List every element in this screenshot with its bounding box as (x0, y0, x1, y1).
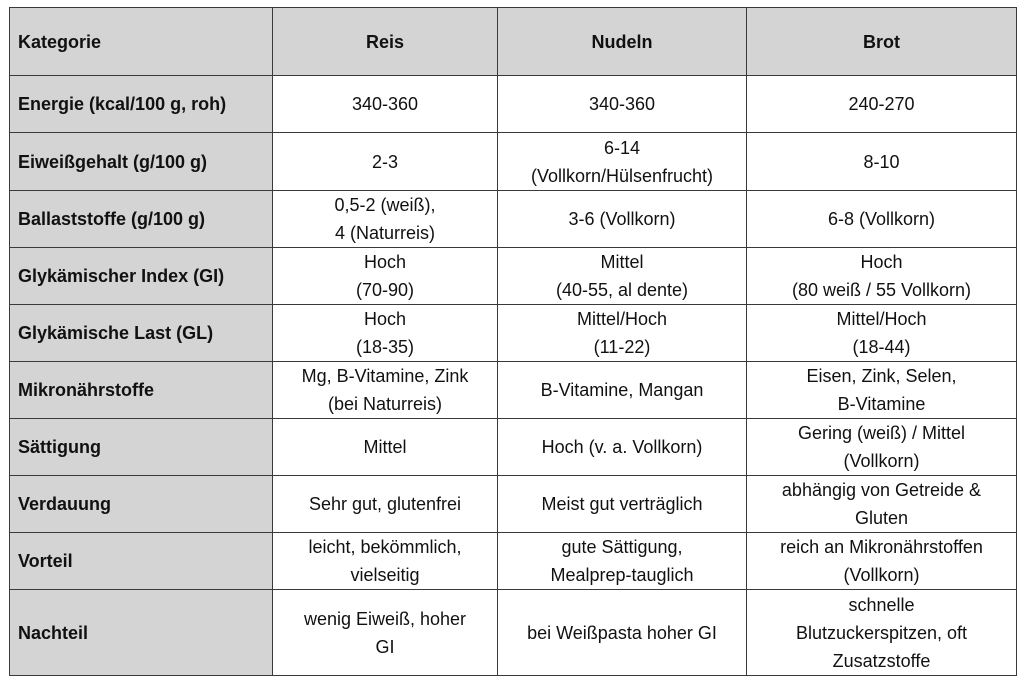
row-label: Verdauung (10, 476, 273, 533)
cell-brot: 240-270 (747, 76, 1017, 133)
cell-reis: Mittel (273, 419, 498, 476)
cell-reis: 2-3 (273, 133, 498, 191)
table-row-gi (10, 248, 1017, 305)
cell-brot: Mittel/Hoch (18-44) (747, 305, 1017, 362)
cell-nudeln: gute Sättigung, Mealprep-tauglich (498, 533, 747, 590)
table-row-saettigung (10, 419, 1017, 476)
row-label: Sättigung (10, 419, 273, 476)
cell-brot: schnelle Blutzuckerspitzen, oft Zusatzstoffe (747, 590, 1017, 676)
cell-nudeln: Meist gut verträglich (498, 476, 747, 533)
cell-reis: wenig Eiweiß, hoher GI (273, 590, 498, 676)
comparison-table (9, 7, 1017, 676)
row-label: Nachteil (10, 590, 273, 676)
cell-brot: Gering (weiß) / Mittel (Vollkorn) (747, 419, 1017, 476)
cell-brot: 6-8 (Vollkorn) (747, 191, 1017, 248)
table-row-nachteil (10, 590, 1017, 676)
cell-reis: Hoch (18-35) (273, 305, 498, 362)
header-brot: Brot (747, 8, 1017, 76)
cell-nudeln: Mittel (40-55, al dente) (498, 248, 747, 305)
table-row-ballaststoffe (10, 191, 1017, 248)
header-kategorie: Kategorie (10, 8, 273, 76)
row-label: Eiweißgehalt (g/100 g) (10, 133, 273, 191)
row-label: Energie (kcal/100 g, roh) (10, 76, 273, 133)
table-row-vorteil (10, 533, 1017, 590)
cell-brot: 8-10 (747, 133, 1017, 191)
cell-reis: 0,5-2 (weiß), 4 (Naturreis) (273, 191, 498, 248)
row-label: Mikronährstoffe (10, 362, 273, 419)
header-reis: Reis (273, 8, 498, 76)
cell-nudeln: Hoch (v. a. Vollkorn) (498, 419, 747, 476)
cell-nudeln: Mittel/Hoch (11-22) (498, 305, 747, 362)
cell-reis: leicht, bekömmlich, vielseitig (273, 533, 498, 590)
cell-reis: Mg, B-Vitamine, Zink (bei Naturreis) (273, 362, 498, 419)
table-row-verdauung (10, 476, 1017, 533)
table-row-gl (10, 305, 1017, 362)
cell-brot: reich an Mikronährstoffen (Vollkorn) (747, 533, 1017, 590)
cell-brot: Hoch (80 weiß / 55 Vollkorn) (747, 248, 1017, 305)
table-row-eiweiss (10, 133, 1017, 191)
cell-nudeln: bei Weißpasta hoher GI (498, 590, 747, 676)
cell-brot: Eisen, Zink, Selen, B-Vitamine (747, 362, 1017, 419)
table-header-row (10, 8, 1017, 76)
cell-brot: abhängig von Getreide & Gluten (747, 476, 1017, 533)
cell-nudeln: B-Vitamine, Mangan (498, 362, 747, 419)
cell-nudeln: 6-14 (Vollkorn/Hülsenfrucht) (498, 133, 747, 191)
cell-reis: Sehr gut, glutenfrei (273, 476, 498, 533)
row-label: Glykämischer Index (GI) (10, 248, 273, 305)
row-label: Ballaststoffe (g/100 g) (10, 191, 273, 248)
row-label: Glykämische Last (GL) (10, 305, 273, 362)
header-nudeln: Nudeln (498, 8, 747, 76)
table-row-energie (10, 76, 1017, 133)
cell-reis: 340-360 (273, 76, 498, 133)
cell-reis: Hoch (70-90) (273, 248, 498, 305)
table-row-mikronaehrstoffe (10, 362, 1017, 419)
cell-nudeln: 3-6 (Vollkorn) (498, 191, 747, 248)
row-label: Vorteil (10, 533, 273, 590)
cell-nudeln: 340-360 (498, 76, 747, 133)
